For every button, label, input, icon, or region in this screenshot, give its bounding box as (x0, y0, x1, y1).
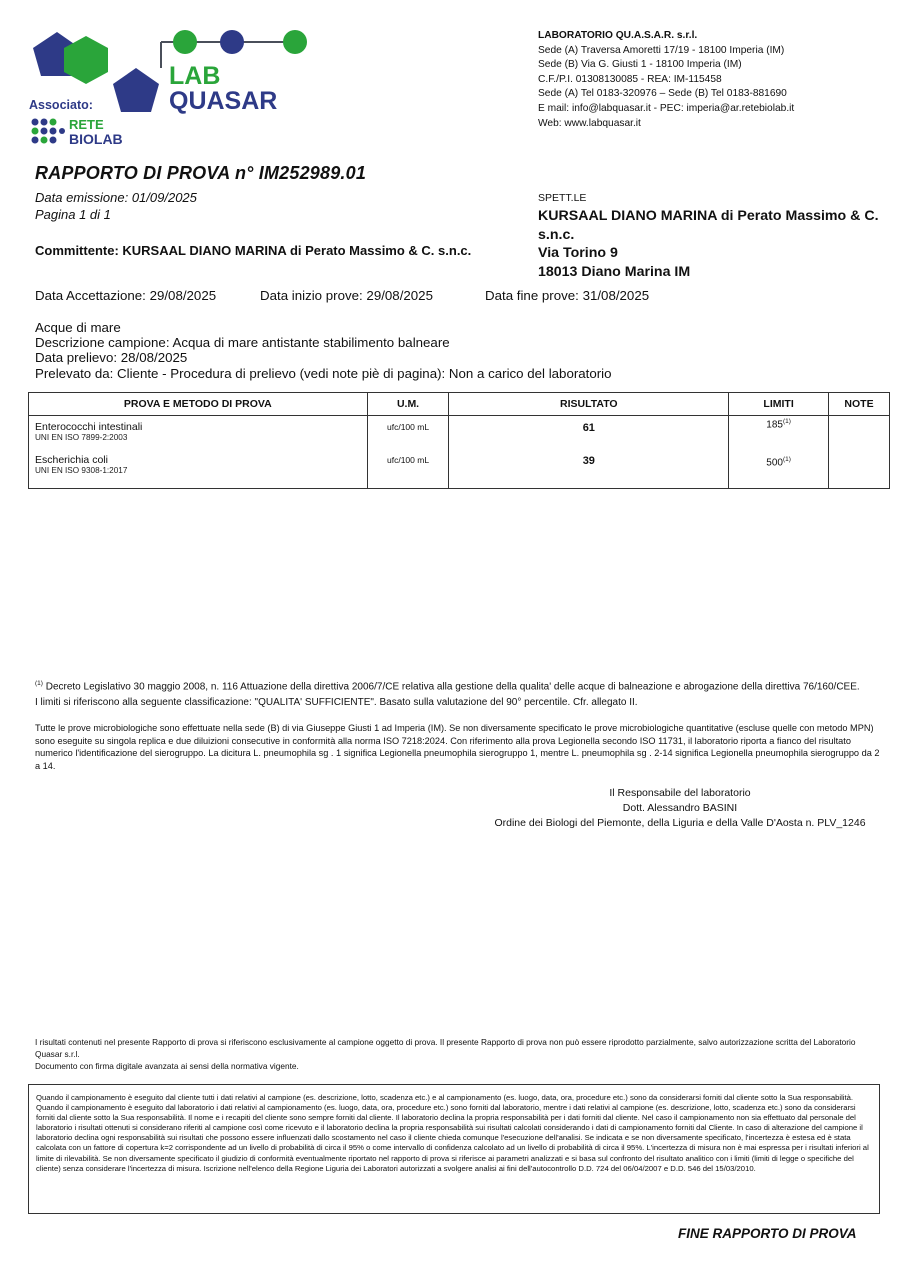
lab-info-line: Sede (B) Via G. Giusti 1 - 18100 Imperia (IM) (538, 59, 742, 71)
test-end-date: Data fine prove: 31/08/2025 (485, 288, 650, 303)
results-table (28, 392, 890, 489)
rete-text: RETE (69, 117, 104, 132)
limit-cell (729, 454, 829, 489)
rete-biolab-dots-icon (32, 119, 66, 144)
signature-order: Ordine dei Biologi del Piemonte, della Liguria e della Valle D'Aosta n. PLV_1246 (494, 817, 866, 829)
lab-info-line: Sede (A) Traversa Amoretti 17/19 - 18100 Imperia (IM) (538, 44, 785, 56)
logo-circle-blue-icon (220, 30, 244, 54)
sampling-notes-box: Quando il campionamento è eseguito dal cliente tutti i dati relativi al campione (es. descrizione, lotto, scadenza etc.) e al campionamento (es. luogo, data, ora, procedure etc.) sono da considerarsi forniti dal cliente sotto la Sua responsabilità. Quando il campionamento è eseguito dal laboratorio i dati relativi al campionamento (es. luogo, data, ora, procedure etc.) sono forniti dal laboratorio, mentre i dati relativi al campione (es. descrizione, lotto, scadenza etc.) sono da considerarsi forniti dal cliente sotto la Sua responsabilità. Il nome e i recapiti del cliente sono sempre forniti dal cliente. Il laboratorio declina la propria responsabilità per i dati forniti dal cliente. Nel caso il campionamento non sia effettuato dal personale del laboratorio i risultati ottenuti si considerano riferiti al campione così come ricevuto e il laboratorio declina la propria responsabilità sui risultati calcolati considerando i dati di campionamento forniti dal Cliente. In caso di alterazione del campione il laboratorio declina ogni responsabilità sui risultati che possono essere influenzati dallo scostamento nel caso il cliente chieda comunque l'esecuzione dell'analisi. Se indicata e se non diversamente specificato, l'incertezza è estesa ed è stata calcolata con un fattore di copertura k=2 corrispondente ad un livello di probabilità di circa il 95% o come intervallo di confidenza calcolato ad un livello di probabilità di circa il 95%. L'incertezza di misura non è mai espressa per i risultati inferiori al limite di rilevabilità. Se non diversamente specificato il giudizio di conformità eventualmente riportato nel rapporto di prova si riferisce ai parametri analizzati e si basa sul confronto del risultato analitico con i limiti (limiti di legge o specifiche del cliente) senza considerare l'incertezza di misura. Iscrizione nell'elenco della Regione Liguria dei Laboratori autorizzati a svolgere analisi ai fini dell'autocontrollo D.D. 724 del 06/04/2007 e D.D. 546 del 15/03/2010. (28, 1084, 880, 1214)
column-header: LIMITI (729, 393, 829, 416)
result-cell: 61 (449, 416, 729, 455)
limit-value: 185 (766, 419, 783, 431)
lab-info-block (538, 29, 794, 131)
lab-quasar-logo (26, 26, 316, 152)
limit-value: 500 (766, 457, 783, 469)
result-cell: 39 (449, 454, 729, 489)
note-cell (829, 454, 890, 489)
test-method: UNI EN ISO 7899-2:2003 (35, 433, 128, 442)
column-header: NOTE (829, 393, 890, 416)
page-number: Pagina 1 di 1 (35, 207, 111, 222)
table-header-row (29, 393, 890, 416)
signature-role: Il Responsabile del laboratorio (609, 787, 751, 799)
test-name: Escherichia coli (35, 454, 108, 466)
table-row (29, 416, 890, 455)
logo-quasar-text: QUASAR (169, 87, 278, 115)
lab-name: LABORATORIO QU.A.S.A.R. s.r.l. (538, 30, 698, 41)
recipient-street: Via Torino 9 (538, 245, 618, 262)
lab-info-line: Sede (A) Tel 0183-320976 – Sede (B) Tel 0183-881690 (538, 88, 787, 100)
recipient-city: 18013 Diano Marina IM (538, 263, 691, 280)
limit-note-ref: (1) (782, 418, 791, 425)
unit-cell: ufc/100 mL (367, 416, 449, 455)
footnote-text: Decreto Legislativo 30 maggio 2008, n. 116 Attuazione della direttiva 2006/7/CE relativa alla gestione della qualita' delle acque di balneazione e abrogazione della direttiva 76/160/CEE. I limiti si riferiscono alla seguente classificazione: "QUALITA' SUFFICIENTE". Basato sulla valutazione del 90° percentile. Cfr. allegato II. (35, 681, 860, 708)
signature-name: Dott. Alessandro BASINI (622, 802, 738, 814)
biolab-text: BIOLAB (69, 131, 123, 147)
signature-block (480, 786, 880, 831)
footnote (35, 676, 865, 710)
test-start-date: Data inizio prove: 29/08/2025 (260, 288, 433, 303)
logo-lab-text: LAB (169, 62, 221, 90)
test-method: UNI EN ISO 9308-1:2017 (35, 466, 128, 475)
limit-note-ref: (1) (782, 456, 791, 463)
recipient-block (538, 207, 888, 281)
lab-email-link[interactable]: E mail: info@labquasar.it - PEC: imperia@ar.retebiolab.it (538, 102, 795, 114)
note-cell (829, 416, 890, 455)
logo-pentagon-blue-small-icon (113, 68, 159, 112)
end-of-report: FINE RAPPORTO DI PROVA (678, 1226, 857, 1241)
microbiology-note: Tutte le prove microbiologiche sono effettuate nella sede (B) di via Giuseppe Giusti 1 ad Imperia (IM). Se non diversamente specificato le prove microbiologiche quantitative (escluse quelle con metodo MPN) sono eseguite su singola replica e due diluizioni consecutive in conformità alla norma ISO 7218:2024. Con riferimento alla prova Legionella secondo ISO 11731, il laboratorio riporta a fianco del risultato numerico l'identificazione del sierogruppo. La dicitura L. pneumophila sg . 1 significa Legionella pneumophila sierogruppo 1, mentre L. pneumophila sg . 2-14 significa Legionella pneumophila sierogruppo da 2 a 14. (35, 723, 880, 771)
disclaimer-line: I risultati contenuti nel presente Rapporto di prova si riferiscono esclusivamente al campione oggetto di prova. Il presente Rapporto di prova non può essere riprodotto parzialmente, salvo autorizzazione scritta del Laboratorio Quasar s.r.l. (35, 1037, 856, 1059)
logo-circle-green-icon (173, 30, 197, 54)
column-header: PROVA E METODO DI PROVA (29, 393, 368, 416)
recipient-name: KURSAAL DIANO MARINA di Perato Massimo & C. s.n.c. (538, 208, 879, 243)
logo-circle-green-2-icon (283, 30, 307, 54)
lab-web-link[interactable]: Web: www.labquasar.it (538, 117, 641, 129)
acceptance-date: Data Accettazione: 29/08/2025 (35, 288, 217, 303)
table-row (29, 454, 890, 489)
associato-label: Associato: (29, 98, 93, 112)
column-header: RISULTATO (449, 393, 729, 416)
committente: Committente: KURSAAL DIANO MARINA di Perato Massimo & C. s.n.c. (35, 243, 472, 258)
sample-date: Data prelievo: 28/08/2025 (35, 350, 188, 366)
issue-date: Data emissione: 01/09/2025 (35, 190, 197, 205)
sample-info (35, 320, 612, 381)
sample-description: Descrizione campione: Acqua di mare antistante stabilimento balneare (35, 335, 450, 351)
test-name: Enterococchi intestinali (35, 421, 143, 433)
sample-matrix: Acque di mare (35, 320, 121, 335)
column-header: U.M. (367, 393, 449, 416)
sample-collected-by: Prelevato da: Cliente - Procedura di prelievo (vedi note piè di pagina): Non a carico del laboratorio (35, 365, 612, 381)
disclaimer (35, 1036, 880, 1072)
disclaimer-line: Documento con firma digitale avanzata ai sensi della normativa vigente. (35, 1061, 299, 1071)
limit-cell (729, 416, 829, 455)
lab-info-line: C.F./P.I. 01308130085 - REA: IM-115458 (538, 73, 722, 85)
footnote-marker: (1) (35, 680, 43, 687)
unit-cell: ufc/100 mL (367, 454, 449, 489)
report-title: RAPPORTO DI PROVA n° IM252989.01 (35, 163, 367, 183)
recipient-salutation: SPETT.LE (538, 192, 587, 204)
